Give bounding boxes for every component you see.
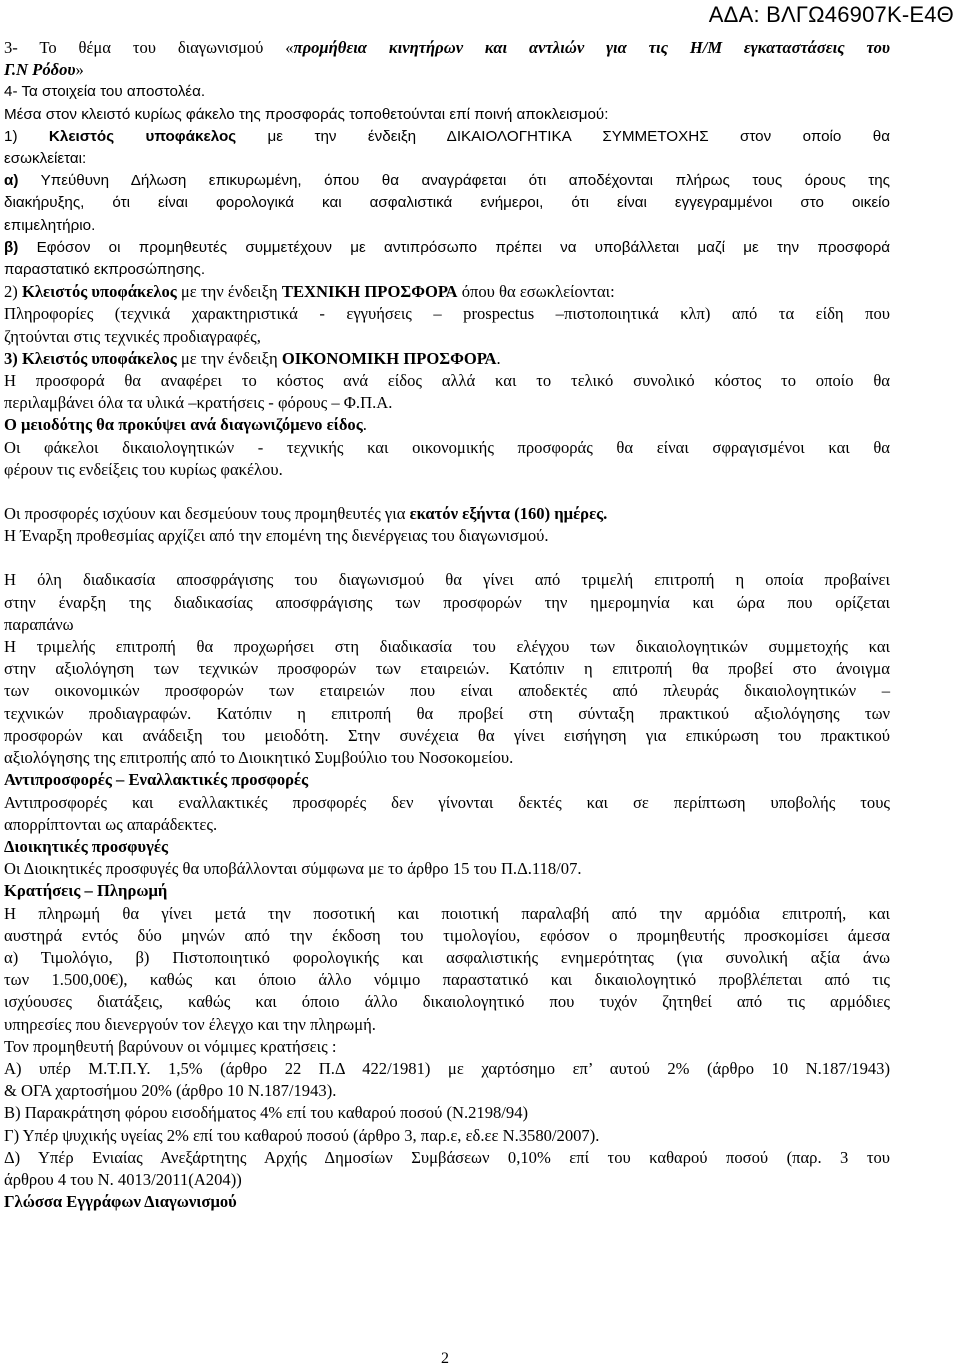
envelope-1-number: 1)	[4, 127, 49, 145]
deduction-d-line1: Δ) Υπέρ Ενιαίας Ανεξάρτητης Αρχής Δημοσίων Συμβάσεων 0,10% επί του καθαρού ποσού (παρ. 3 του	[4, 1147, 890, 1167]
appeals-heading-text: Διοικητικές προσφυγές	[4, 836, 168, 856]
envelope-1-title: Κλειστός υποφάκελος	[48, 127, 237, 145]
payment-line6: υπηρεσίες που διενεργούν τον έλεγχο και την πληρωμή.	[4, 1014, 376, 1034]
envelope-2-mid: με την ένδειξη	[176, 282, 282, 302]
language-heading-text: Γλώσσα Εγγράφων Διαγωνισμού	[4, 1192, 237, 1212]
item-3-title: προμήθεια κινητήρων και αντλιών για τις Η/Μ εγκαταστάσεις του	[293, 38, 891, 57]
alpha-mark: α)	[4, 172, 19, 190]
alpha-line1	[4, 170, 890, 192]
appeals-heading	[4, 836, 890, 858]
envelopes-line2: φέρουν τις ενδείξεις του κυρίως φακέλου.	[4, 459, 283, 479]
winner-line	[4, 414, 890, 436]
envelope-3-line	[4, 348, 890, 370]
validity-days: εκατόν εξήντα (160) ημέρες.	[409, 504, 608, 524]
procedure-line5: στην αξιολόγηση των τεχνικών προσφορών των εταιρειών. Κατόπιν η επιτροπή θα προβεί στο άνοιγμα	[4, 659, 890, 679]
offer-line2: περιλαμβάνει όλα τα υλικά –κρατήσεις - φόρους – Φ.Π.Α.	[4, 393, 393, 413]
alpha-text: Υπεύθυνη Δήλωση επικυρωμένη, όπου θα αναγράφεται ότι αποδέχονται πλήρως τους όρους της	[18, 172, 890, 190]
validity-line2: Η Έναρξη προθεσμίας αρχίζει από την επομένη της διενέργειας του διαγωνισμού.	[4, 526, 549, 546]
document-body	[4, 37, 890, 1213]
envelope-2-line3: ζητούνται στις τεχνικές προδιαγραφές,	[4, 326, 261, 346]
payment-line3: α) Τιμολόγιο, β) Πιστοποιητικό φορολογικής και ασφαλιστικής ενημερότητας (για συνολική αξία άνω	[4, 947, 890, 967]
procedure-line4: Η τριμελής επιτροπή θα προχωρήσει στη διαδικασία του ελέγχου των δικαιολογητικών συμμετοχής και	[4, 637, 890, 657]
validity-prefix: Οι προσφορές ισχύουν και δεσμεύουν τους προμηθευτές για	[4, 504, 410, 524]
spacer	[4, 481, 890, 503]
payment-line1: Η πληρωμή θα γίνει μετά την ποσοτική και ποιοτική παραλαβή από την αρμόδια επιτροπή, και	[4, 903, 890, 923]
offer-line1: Η προσφορά θα αναφέρει το κόστος ανά είδος αλλά και το τελικό συνολικό κόστος το οποίο θα	[4, 371, 890, 391]
beta-text: Εφόσον οι προμηθευτές συμμετέχουν με αντιπρόσωπο πρέπει να υποβάλλεται μαζί με την προσφορά	[18, 238, 890, 256]
procedure-line8: προσφορών και ανάδειξη του μειοδότη. Στην συνέχεια θα γίνει εισήγηση για επικύρωση του πρακτικού	[4, 725, 890, 745]
spacer	[4, 547, 890, 569]
payment-heading-text: Κρατήσεις – Πληρωμή	[4, 881, 168, 901]
envelope-3-post: .	[496, 348, 501, 368]
envelope-2-line2: Πληροφορίες (τεχνικά χαρακτηριστικά - εγγυήσεις – prospectus –πιστοποιητικά κλπ) από τα είδη που	[4, 304, 890, 324]
deduction-a-line2: & ΟΓΑ χαρτοσήμου 20% (άρθρο 10 Ν.187/1943).	[4, 1081, 337, 1101]
envelope-1-line1	[4, 126, 890, 148]
payment-heading	[4, 880, 890, 902]
beta-mark: β)	[4, 238, 19, 256]
envelope-2-title: Κλειστός υποφάκελος	[21, 282, 177, 302]
payment-line7: Τον προμηθευτή βαρύνουν οι νόμιμες κρατήσεις :	[4, 1036, 337, 1056]
envelope-1-mid: με την ένδειξη	[236, 127, 447, 145]
validity-line1	[4, 503, 890, 525]
deduction-b: Β) Παρακράτηση φόρου εισοδήματος 4% επί του καθαρού ποσού (Ν.2198/94)	[4, 1103, 529, 1123]
deduction-a-line1: Α) υπέρ Μ.Τ.Π.Υ. 1,5% (άρθρο 22 Π.Δ 422/1981) με χαρτόσημο επ’ αυτού 2% (άρθρο 10 Ν.187/1943)	[4, 1058, 890, 1078]
item-4: 4- Τα στοιχεία του αποστολέα.	[4, 83, 206, 101]
procedure-line6: των οικονομικών προσφορών των εταιρειών που είναι αποδεκτές από πλευράς δικαιολογητικών –	[4, 681, 890, 701]
envelope-2-label: ΤΕΧΝΙΚΗ ΠΡΟΣΦΟΡΑ	[281, 282, 458, 302]
alpha-line3: επιμελητήριο.	[4, 216, 96, 234]
envelope-2-number: 2)	[4, 282, 22, 302]
payment-line2: αυστηρά εντός δύο μηνών από την έκδοση του τιμολογίου, εφόσον ο προμηθευτής προσκομίσει άμεσα	[4, 925, 890, 945]
winner-text: Ο μειοδότης θα προκύψει ανά διαγωνιζόμενο είδος	[4, 415, 363, 435]
item-3-line1	[4, 37, 890, 59]
language-heading	[4, 1191, 890, 1213]
procedure-line1: Η όλη διαδικασία αποσφράγισης του διαγωνισμού θα γίνει από τριμελή επιτροπή η οποία προβαίνει	[4, 570, 890, 590]
envelope-3-mid: με την ένδειξη	[176, 348, 282, 368]
intro-text: Μέσα στον κλειστό κυρίως φάκελο της προσφοράς τοποθετούνται επί ποινή αποκλεισμού:	[4, 105, 609, 123]
envelope-1-line2: εσωκλείεται:	[4, 150, 87, 168]
envelope-1-post: στον οποίο θα	[708, 127, 890, 145]
deduction-c: Γ) Υπέρ ψυχικής υγείας 2% επί του καθαρού ποσού (άρθρο 3, παρ.ε, εδ.εε Ν.3580/2007).	[4, 1125, 600, 1145]
counter-heading-text: Αντιπροσφορές – Εναλλακτικές προσφορές	[4, 770, 309, 790]
procedure-line9: αξιολόγησης της επιτροπής από το Διοικητικό Συμβούλιο του Νοσοκομείου.	[4, 748, 514, 768]
envelope-3-number: 3)	[4, 348, 22, 368]
procedure-line7: τεχνικών προδιαγραφών. Κατόπιν η επιτροπή θα προβεί στη σύνταξη πρακτικού αξιολόγησης των	[4, 703, 890, 723]
envelope-3-title: Κλειστός υποφάκελος	[21, 348, 177, 368]
counter-line2: απορρίπτονται ως απαράδεκτες.	[4, 814, 218, 834]
item-3-prefix: 3- Το θέμα του διαγωνισμού «	[4, 38, 294, 57]
envelopes-line1: Οι φάκελοι δικαιολογητικών - τεχνικής και οικονομικής προσφοράς θα είναι σφραγισμένοι και θα	[4, 437, 890, 457]
counter-heading	[4, 769, 890, 791]
envelope-1-label: ΔΙΚΑΙΟΛΟΓΗΤΙΚΑ ΣΥΜΜΕΤΟΧΗΣ	[446, 127, 709, 145]
procedure-line3: παραπάνω	[4, 614, 74, 634]
payment-line4: των 1.500,00€), καθώς και όποιο άλλο νόμιμο παραστατικό και δικαιολογητικό προβλέπεται από τις	[4, 970, 890, 990]
counter-line1: Αντιπροσφορές και εναλλακτικές προσφορές δεν γίνονται δεκτές και σε περίπτωση υποβολής τους	[4, 792, 890, 812]
beta-line2: παραστατικό εκπροσώπησης.	[4, 261, 206, 279]
page-number: 2	[441, 1350, 449, 1367]
alpha-line2: διακήρυξης, ότι είναι φορολογικά και ασφαλιστικά ενήμεροι, ότι είναι εγγεγραμμένοι στο οικείο	[4, 194, 890, 212]
winner-dot: .	[362, 415, 367, 435]
payment-line5: ισχύουσες διατάξεις, καθώς και όποιο άλλο δικαιολογητικό που τυχόν ζητηθεί από τις αρμόδιες	[4, 992, 890, 1012]
item-3-title-end: Γ.Ν Ρόδου	[4, 60, 76, 80]
procedure-line2: στην έναρξη της διαδικασίας αποσφράγισης των προσφορών την ημερομηνία και ώρα που ορίζεται	[4, 592, 890, 612]
deduction-d-line2: άρθρου 4 του Ν. 4013/2011(Α204))	[4, 1169, 242, 1189]
ada-code: ΑΔΑ: ΒΛΓΩ46907Κ-Ε4Θ	[708, 2, 954, 27]
beta-line1	[4, 237, 890, 259]
envelope-3-label: ΟΙΚΟΝΟΜΙΚΗ ΠΡΟΣΦΟΡΑ	[281, 348, 497, 368]
item-3-suffix: »	[75, 60, 84, 80]
appeals-line1: Οι Διοικητικές προσφυγές θα υποβάλλονται σύμφωνα με το άρθρο 15 του Π.Δ.118/07.	[4, 859, 582, 879]
item-3-line2	[4, 59, 890, 81]
envelope-2-post: όπου θα εσωκλείονται:	[457, 282, 615, 302]
envelope-2-line1	[4, 281, 890, 303]
